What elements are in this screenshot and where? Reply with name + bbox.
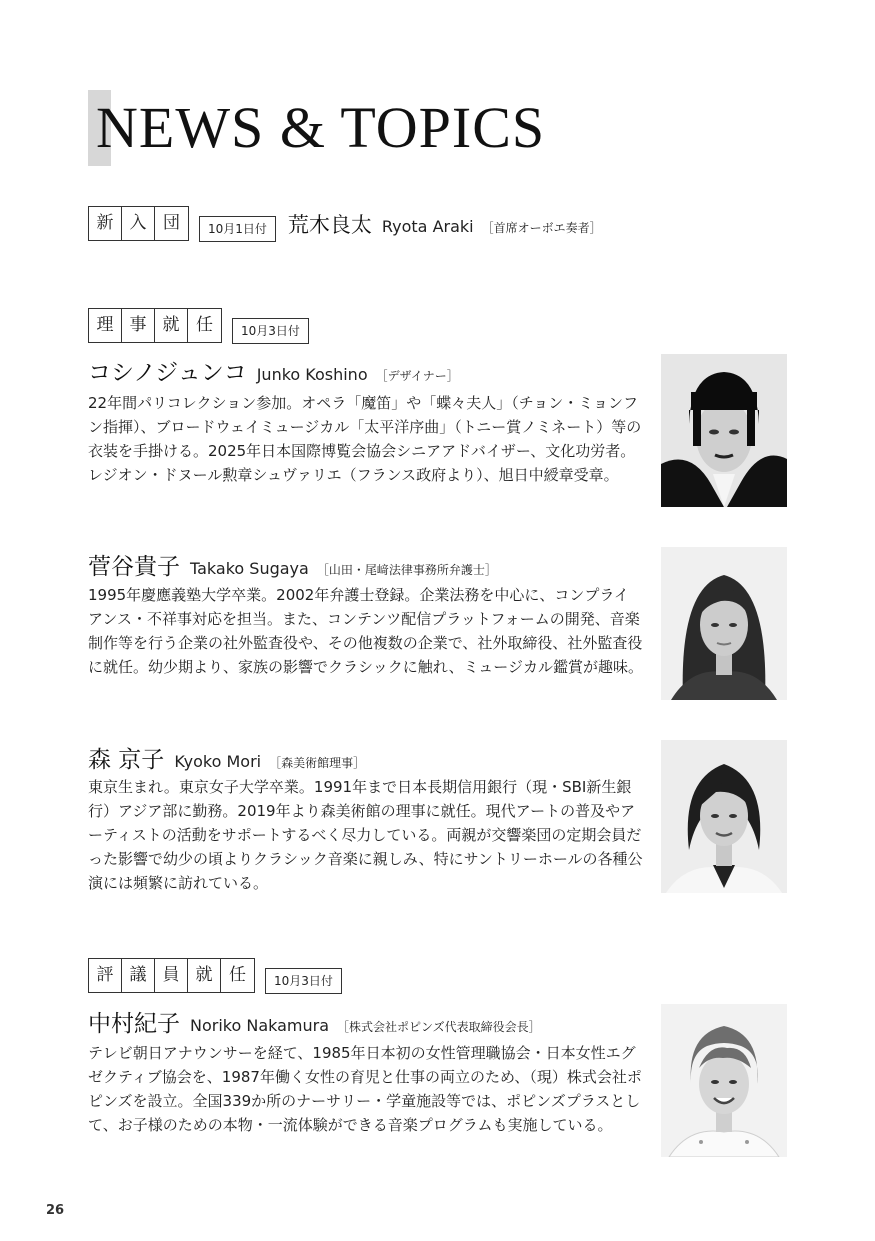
person-heading xyxy=(88,548,497,581)
jp-name: 菅谷貴子 xyxy=(88,554,180,580)
person-bio: テレビ朝日アナウンサーを経て、1985年日本初の女性管理職協会・日本女性エグゼクティブ協会を、1987年働く女性の育児と仕事の両立のため、（現）株式会社ポピンズを設立。全国339か所のナーサリー・学童施設等では、ポピンズプラスとして、お子様のための本物・一流体験ができる音楽プログラムも実施している。 xyxy=(88,1044,642,1134)
directors-section-head xyxy=(88,308,309,343)
new-member-label xyxy=(88,206,189,241)
label-char: 評 xyxy=(89,959,122,992)
person-heading xyxy=(88,354,459,387)
jp-name: 中村紀子 xyxy=(88,1011,180,1037)
portrait-photo xyxy=(661,1004,787,1157)
person-heading xyxy=(88,741,365,774)
label-char: 理 xyxy=(89,309,122,342)
person-bio: 1995年慶應義塾大学卒業。2002年弁護士登録。企業法務を中心に、コンプライアンス・不祥事対応を担当。また、コンテンツ配信プラットフォームの開発、音楽制作等を行う企業の社外監査役や、その他複数の企業で、社外取締役、社外監査役に就任。幼少期より、家族の影響でクラシックに触れ、ミュージカル鑑賞が趣味。 xyxy=(88,586,644,676)
label-char: 団 xyxy=(163,213,180,233)
label-char: 任 xyxy=(196,315,213,335)
en-name: Noriko Nakamura xyxy=(190,1016,330,1035)
councilors-label xyxy=(88,958,255,993)
jp-name: コシノジュンコ xyxy=(88,360,247,386)
label-char: 入 xyxy=(122,207,155,240)
en-name: Takako Sugaya xyxy=(190,559,309,578)
label-char: 就 xyxy=(155,309,188,342)
page-title: NEWS & TOPICS xyxy=(96,95,546,160)
date-badge: 10月3日付 xyxy=(232,318,309,344)
label-char: 員 xyxy=(155,959,188,992)
en-name: Ryota Araki xyxy=(381,216,474,236)
label-char: 議 xyxy=(122,959,155,992)
portrait-photo xyxy=(661,740,787,893)
en-name: Junko Koshino xyxy=(256,365,368,384)
role: ［デザイナー］ xyxy=(375,369,459,383)
label-char: 事 xyxy=(122,309,155,342)
label-char: 任 xyxy=(229,965,246,985)
role: ［株式会社ポピンズ代表取締役会長］ xyxy=(337,1020,541,1034)
councilors-section-head xyxy=(88,958,342,993)
person-bio: 東京生まれ。東京女子大学卒業。1991年まで日本長期信用銀行（現・SBI新生銀行）アジア部に勤務。2019年より森美術館の理事に就任。現代アートの普及やアーティストの活動をサポートするべく尽力している。両親が交響楽団の定期会員だった影響で幼少の頃よりクラシック音楽に親しみ、特にサントリーホールの各種公演には頻繁に訪れている。 xyxy=(88,778,643,892)
person-heading xyxy=(88,1005,541,1038)
portrait-photo xyxy=(661,547,787,700)
new-member-name xyxy=(288,209,602,239)
jp-name: 森 京子 xyxy=(88,747,165,773)
label-char: 就 xyxy=(188,959,221,992)
label-char: 新 xyxy=(89,207,122,240)
portrait-photo xyxy=(661,354,787,507)
directors-label xyxy=(88,308,222,343)
role: ［山田・尾﨑法律事務所弁護士］ xyxy=(316,563,497,577)
role: ［森美術館理事］ xyxy=(269,756,366,770)
person-bio: 22年間パリコレクション参加。オペラ「魔笛」や「蝶々夫人」（チョン・ミョンフン指揮）、ブロードウェイミュージカル「太平洋序曲」（トニー賞ノミネート）等の衣装を手掛ける。2025年日本国際博覧会協会シニアアドバイザー、文化功労者。レジオン・ドヌール勲章シュヴァリエ（フランス政府より）、旭日中綬章受章。 xyxy=(88,394,642,484)
date-badge: 10月1日付 xyxy=(199,216,276,242)
new-member-section xyxy=(88,206,602,241)
date-badge: 10月3日付 xyxy=(265,968,342,994)
role: ［首席オーボエ奏者］ xyxy=(481,220,602,235)
en-name: Kyoko Mori xyxy=(174,752,262,771)
page-number: 26 xyxy=(46,1203,65,1218)
jp-name: 荒木良太 xyxy=(287,212,372,237)
